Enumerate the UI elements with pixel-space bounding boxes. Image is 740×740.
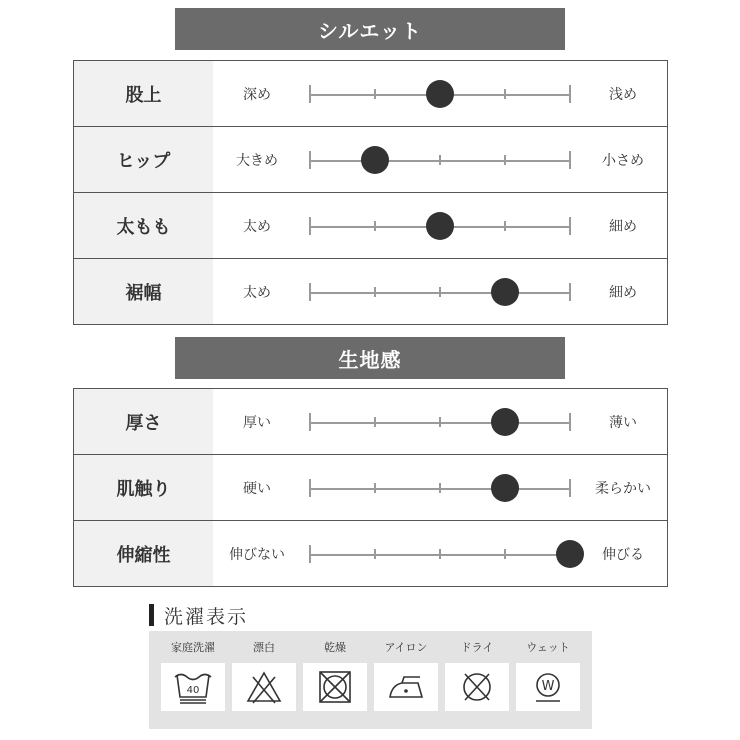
scale-tick: [504, 549, 506, 559]
scale-right-label: 薄い: [609, 414, 637, 431]
scale-tick: [374, 483, 376, 493]
scale-left-label: 深め: [243, 86, 271, 103]
scale-tick: [309, 217, 311, 235]
care-label: ウェット: [526, 641, 570, 654]
fabric-row: [74, 389, 667, 454]
scale-tick: [569, 413, 571, 431]
scale-tick: [309, 151, 311, 169]
scale-left-label: 太め: [243, 218, 271, 235]
rating-scale: [310, 193, 570, 258]
fabric-header: [175, 337, 565, 379]
fabric-title: 生地感: [338, 347, 402, 372]
scale-right-label: 細め: [609, 284, 637, 301]
scale-tick: [439, 287, 441, 297]
row-label: 肌触り: [74, 455, 213, 520]
silhouette-row: [74, 126, 667, 192]
care-item-wet: [516, 631, 580, 729]
silhouette-row: [74, 61, 667, 126]
scale-tick: [374, 221, 376, 231]
rating-scale: [310, 127, 570, 192]
scale-tick: [439, 155, 441, 165]
care-panel: [149, 631, 592, 729]
care-label: 漂白: [253, 641, 275, 654]
scale-tick: [309, 545, 311, 563]
scale-tick: [569, 283, 571, 301]
rating-marker: [361, 146, 389, 174]
no-tumble-dry-icon: [303, 663, 367, 711]
care-label: 乾燥: [324, 641, 346, 654]
scale-tick: [374, 549, 376, 559]
scale-right-label: 細め: [609, 218, 637, 235]
fabric-table: [73, 388, 668, 587]
fabric-row: [74, 520, 667, 586]
wash-temp-text: 40: [186, 685, 200, 696]
row-label: 厚さ: [74, 389, 213, 454]
care-title-block: [149, 603, 248, 627]
care-title-bar: [149, 604, 154, 626]
scale-left-label: 厚い: [243, 414, 271, 431]
rating-marker: [491, 278, 519, 306]
row-label: 伸縮性: [74, 521, 213, 586]
scale-left-label: 硬い: [243, 480, 271, 497]
scale-tick: [309, 413, 311, 431]
scale-tick: [504, 155, 506, 165]
scale-tick: [374, 287, 376, 297]
scale-left-label: 伸びない: [229, 546, 285, 563]
care-item-dry-clean: [445, 631, 509, 729]
fabric-row: [74, 454, 667, 520]
scale-right-label: 浅め: [609, 86, 637, 103]
scale-tick: [569, 479, 571, 497]
rating-marker: [491, 474, 519, 502]
silhouette-header: [175, 8, 565, 50]
care-item-iron: [374, 631, 438, 729]
scale-tick: [504, 221, 506, 231]
scale-tick: [374, 89, 376, 99]
scale-tick: [569, 151, 571, 169]
rating-scale: [310, 61, 570, 126]
care-item-bleach: [232, 631, 296, 729]
care-label: 家庭洗濯: [171, 641, 215, 654]
scale-tick: [439, 483, 441, 493]
wash-tub-40-icon: [161, 663, 225, 711]
silhouette-row: [74, 258, 667, 324]
row-label: 太もも: [74, 193, 213, 258]
rating-marker: [426, 212, 454, 240]
iron-low-icon: [374, 663, 438, 711]
scale-right-label: 小さめ: [602, 152, 644, 169]
scale-right-label: 伸びる: [602, 546, 644, 563]
scale-tick: [309, 85, 311, 103]
rating-scale: [310, 455, 570, 520]
care-label: ドライ: [460, 641, 494, 654]
row-label: 股上: [74, 61, 213, 126]
no-dry-clean-icon: [445, 663, 509, 711]
row-label: 裾幅: [74, 259, 213, 324]
care-item-dry: [303, 631, 367, 729]
scale-tick: [374, 417, 376, 427]
scale-tick: [439, 417, 441, 427]
rating-marker: [491, 408, 519, 436]
care-label: アイロン: [384, 641, 428, 654]
scale-left-label: 太め: [243, 284, 271, 301]
scale-right-label: 柔らかい: [595, 480, 651, 497]
rating-scale: [310, 259, 570, 324]
scale-tick: [439, 549, 441, 559]
scale-tick: [504, 89, 506, 99]
scale-tick: [309, 479, 311, 497]
care-title: 洗濯表示: [164, 605, 249, 628]
wet-clean-icon: [516, 663, 580, 711]
scale-tick: [569, 217, 571, 235]
rating-scale: [310, 389, 570, 454]
scale-tick: [309, 283, 311, 301]
silhouette-title: シルエット: [317, 18, 423, 43]
rating-marker: [426, 80, 454, 108]
care-item-home-wash: [161, 631, 225, 729]
scale-left-label: 大きめ: [236, 152, 278, 169]
no-bleach-icon: [232, 663, 296, 711]
row-label: ヒップ: [74, 127, 213, 192]
silhouette-table: [73, 60, 668, 325]
wet-clean-text: W: [541, 679, 555, 694]
rating-scale: [310, 521, 570, 586]
silhouette-row: [74, 192, 667, 258]
scale-tick: [569, 85, 571, 103]
